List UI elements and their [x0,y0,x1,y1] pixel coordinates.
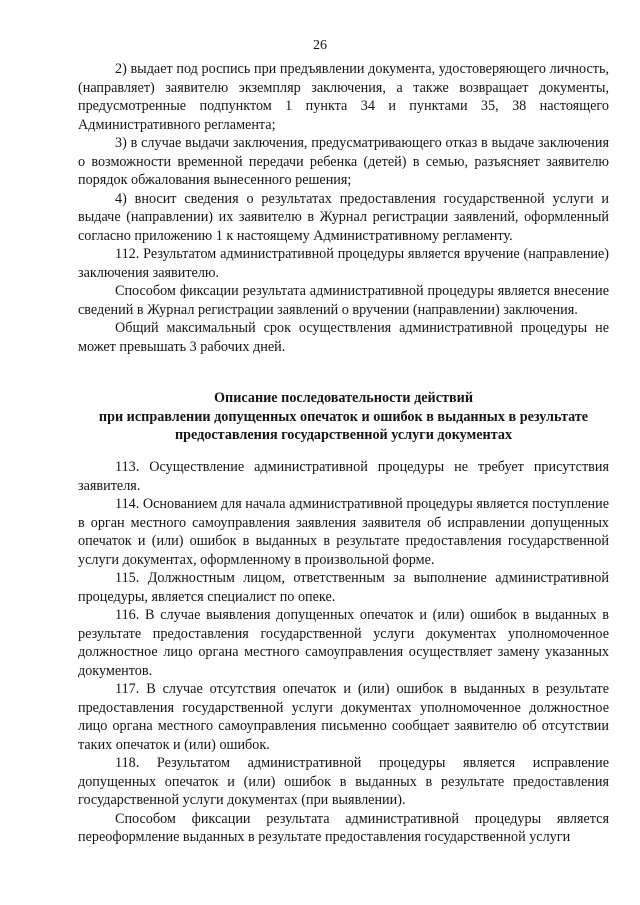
paragraph: 118. Результатом административной процедуры является исправление допущенных опечаток и (или) ошибок в выданных в результате предоставления государственной услуги документах (при выявлении). [78,755,609,808]
text-block-top [78,60,609,356]
paragraph: 3) в случае выдачи заключения, предусматривающего отказ в выдаче заключения о возможности временной передачи ребенка (детей) в семью, разъясняет заявителю порядок обжалования вынесенного решения; [78,135,609,188]
heading-line: при исправлении допущенных опечаток и ошибок в выданных в результате [98,408,589,425]
paragraph: 117. В случае отсутствия опечаток и (или) ошибок в выданных в результате предоставления государственной услуги документах уполномоченное должностное лицо органа местного самоуправления письменно сообщает заявителю об отсутствии таких опечаток и (или) ошибок. [78,681,609,753]
paragraph: 113. Осуществление административной процедуры не требует присутствия заявителя. [78,459,609,494]
text-block-bottom [78,458,609,847]
paragraph: Способом фиксации результата административной процедуры является внесение сведений в Журнал регистрации заявлений о вручении (направлении) заключения. [78,283,609,318]
paragraph: 112. Результатом административной процедуры является вручение (направление) заключения заявителю. [78,246,609,281]
paragraph: Общий максимальный срок осуществления административной процедуры не может превышать 3 рабочих дней. [78,320,609,355]
paragraph: 115. Должностным лицом, ответственным за выполнение административной процедуры, является специалист по опеке. [78,570,609,605]
section-heading [78,389,609,445]
paragraph: 114. Основанием для начала административной процедуры является поступление в орган местного самоуправления заявления заявителя об исправлении допущенных опечаток и (или) ошибок в выданных в результате предоставления государственной услуги документах, оформленному в произвольной форме. [78,496,609,568]
paragraph: Способом фиксации результата административной процедуры является переоформление выданных в результате предоставления государственной услуги [78,810,609,845]
page-number: 26 [313,38,327,53]
paragraph: 4) вносит сведения о результатах предоставления государственной услуги и выдаче (направлении) их заявителю в Журнал регистрации заявлений, оформленный согласно приложению 1 к настоящему Административному регламенту. [78,190,609,244]
paragraph: 2) выдает под роспись при предъявлении документа, удостоверяющего личность, (направляет) заявителю экземпляр заключения, а также возвращает документы, предусмотренные подпунктом 1 пункта 34 и пунктами 35, 38 настоящего Административного регламента; [78,61,609,133]
heading-line: предоставления государственной услуги документах [174,427,513,443]
paragraph: 116. В случае выявления допущенных опечаток и (или) ошибок в выданных в результате предоставления государственной услуги документах уполномоченное должностное лицо органа местного самоуправления осуществляет замену указанных документов. [78,607,609,679]
heading-line: Описание последовательности действий [214,390,473,406]
